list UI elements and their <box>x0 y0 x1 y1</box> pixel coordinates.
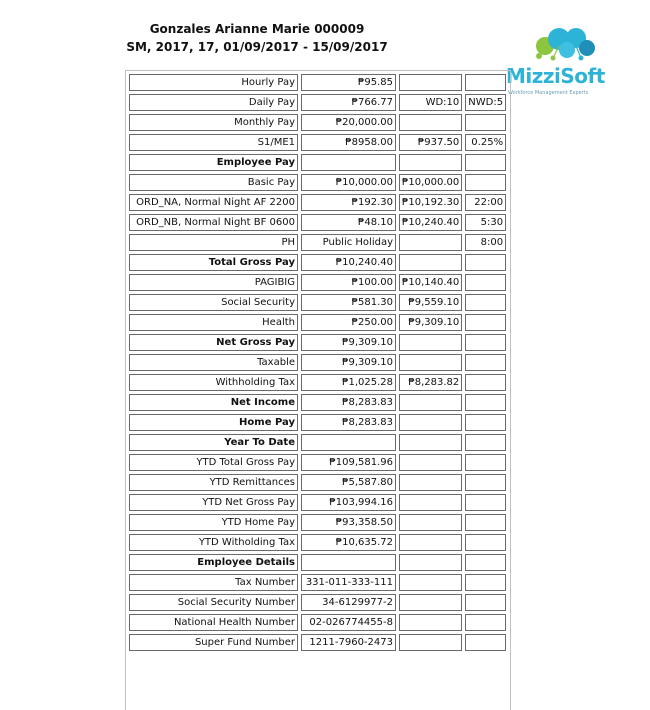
table-cell-c1: YTD Total Gross Pay <box>129 454 298 471</box>
table-cell-c3 <box>399 254 462 271</box>
table-cell-c2: ₱250.00 <box>301 314 396 331</box>
table-cell-c3 <box>399 334 462 351</box>
table-cell-c4 <box>465 254 506 271</box>
table-cell-c3 <box>399 574 462 591</box>
table-cell-c1: Basic Pay <box>129 174 298 191</box>
table-row <box>129 614 506 631</box>
table-cell-c2: ₱581.30 <box>301 294 396 311</box>
table-cell-c3: ₱9,309.10 <box>399 314 462 331</box>
table-cell-c4 <box>465 174 506 191</box>
table-cell-c1: Hourly Pay <box>129 74 298 91</box>
table-cell-c3 <box>399 494 462 511</box>
table-cell-c4 <box>465 514 506 531</box>
table-cell-c1: Daily Pay <box>129 94 298 111</box>
table-cell-c4 <box>465 594 506 611</box>
table-cell-c4 <box>465 614 506 631</box>
table-row <box>129 474 506 491</box>
table-cell-c1: YTD Witholding Tax <box>129 534 298 551</box>
table-cell-c4: 5:30 <box>465 214 506 231</box>
table-cell-c1: ORD_NA, Normal Night AF 2200 <box>129 194 298 211</box>
table-cell-c3 <box>399 634 462 651</box>
table-cell-c2: ₱100.00 <box>301 274 396 291</box>
employee-name-line: Gonzales Arianne Marie 000009 <box>149 22 365 36</box>
table-cell-c3: ₱10,000.00 <box>399 174 462 191</box>
table-cell-c2: ₱93,358.50 <box>301 514 396 531</box>
table-cell-c2: ₱109,581.96 <box>301 454 396 471</box>
table-cell-c4: 22:00 <box>465 194 506 211</box>
table-cell-c4: NWD:5 <box>465 94 506 111</box>
table-cell-c1: Social Security <box>129 294 298 311</box>
table-cell-c3 <box>399 354 462 371</box>
table-row <box>129 194 506 211</box>
table-cell-c4 <box>465 414 506 431</box>
payslip-table-container <box>125 70 511 710</box>
table-row <box>129 114 506 131</box>
table-cell-c4 <box>465 434 506 451</box>
table-row <box>129 334 506 351</box>
table-cell-c4 <box>465 534 506 551</box>
logo-wordmark: MizziSoft <box>506 64 605 88</box>
mizzisoft-logo <box>506 26 626 102</box>
table-cell-c2: ₱1,025.28 <box>301 374 396 391</box>
table-cell-c2: ₱20,000.00 <box>301 114 396 131</box>
table-cell-c2 <box>301 434 396 451</box>
table-cell-c1: YTD Remittances <box>129 474 298 491</box>
table-cell-c3 <box>399 454 462 471</box>
table-cell-c4: 8:00 <box>465 234 506 251</box>
table-cell-c1: Employee Pay <box>129 154 298 171</box>
table-cell-c3 <box>399 534 462 551</box>
table-cell-c2 <box>301 554 396 571</box>
table-cell-c4 <box>465 574 506 591</box>
cloud-network-icon <box>531 26 597 62</box>
table-cell-c2: 34-6129977-2 <box>301 594 396 611</box>
table-cell-c1: PH <box>129 234 298 251</box>
table-cell-c1: Health <box>129 314 298 331</box>
table-row <box>129 134 506 151</box>
table-row <box>129 574 506 591</box>
table-cell-c4 <box>465 294 506 311</box>
table-row <box>129 74 506 91</box>
table-cell-c3: ₱8,283.82 <box>399 374 462 391</box>
table-cell-c3 <box>399 234 462 251</box>
table-cell-c3: ₱10,192.30 <box>399 194 462 211</box>
table-cell-c3 <box>399 414 462 431</box>
table-cell-c2: ₱192.30 <box>301 194 396 211</box>
table-row <box>129 314 506 331</box>
table-row <box>129 174 506 191</box>
table-row <box>129 254 506 271</box>
table-row <box>129 94 506 111</box>
table-row <box>129 274 506 291</box>
table-cell-c2: ₱766.77 <box>301 94 396 111</box>
table-cell-c3: ₱10,140.40 <box>399 274 462 291</box>
table-cell-c3 <box>399 474 462 491</box>
table-row <box>129 294 506 311</box>
table-cell-c1: Net Income <box>129 394 298 411</box>
table-cell-c4 <box>465 74 506 91</box>
table-cell-c4 <box>465 554 506 571</box>
payslip-table <box>126 71 509 654</box>
table-row <box>129 634 506 651</box>
table-cell-c2: ₱10,635.72 <box>301 534 396 551</box>
table-cell-c1: Social Security Number <box>129 594 298 611</box>
table-cell-c4 <box>465 114 506 131</box>
table-cell-c2: ₱9,309.10 <box>301 354 396 371</box>
table-cell-c3 <box>399 614 462 631</box>
table-cell-c2: ₱8958.00 <box>301 134 396 151</box>
table-cell-c2: ₱10,240.40 <box>301 254 396 271</box>
table-cell-c3 <box>399 154 462 171</box>
table-cell-c3 <box>399 114 462 131</box>
table-cell-c2: ₱48.10 <box>301 214 396 231</box>
table-row <box>129 374 506 391</box>
table-row <box>129 434 506 451</box>
table-cell-c1: Taxable <box>129 354 298 371</box>
table-cell-c2: 02-026774455-8 <box>301 614 396 631</box>
table-cell-c2: ₱9,309.10 <box>301 334 396 351</box>
table-row <box>129 214 506 231</box>
table-cell-c4 <box>465 334 506 351</box>
table-row <box>129 594 506 611</box>
table-cell-c2: ₱103,994.16 <box>301 494 396 511</box>
table-cell-c2: ₱95.85 <box>301 74 396 91</box>
table-row <box>129 554 506 571</box>
table-cell-c2: ₱10,000.00 <box>301 174 396 191</box>
table-cell-c4 <box>465 374 506 391</box>
table-cell-c3 <box>399 394 462 411</box>
table-cell-c4 <box>465 314 506 331</box>
table-cell-c1: YTD Home Pay <box>129 514 298 531</box>
table-cell-c2: 331-011-333-111 <box>301 574 396 591</box>
table-cell-c3 <box>399 514 462 531</box>
table-cell-c1: PAGIBIG <box>129 274 298 291</box>
table-cell-c1: Tax Number <box>129 574 298 591</box>
table-cell-c4 <box>465 354 506 371</box>
table-cell-c3: ₱9,559.10 <box>399 294 462 311</box>
table-cell-c1: YTD Net Gross Pay <box>129 494 298 511</box>
table-row <box>129 154 506 171</box>
table-cell-c3 <box>399 434 462 451</box>
table-cell-c1: Withholding Tax <box>129 374 298 391</box>
table-cell-c2: ₱5,587.80 <box>301 474 396 491</box>
table-row <box>129 534 506 551</box>
table-cell-c3: WD:10 <box>399 94 462 111</box>
table-cell-c1: Home Pay <box>129 414 298 431</box>
table-row <box>129 394 506 411</box>
logo-tagline: Workforce Management Experts <box>508 90 589 96</box>
table-cell-c1: ORD_NB, Normal Night BF 0600 <box>129 214 298 231</box>
payslip-header <box>112 20 402 56</box>
table-cell-c4 <box>465 154 506 171</box>
table-cell-c1: Employee Details <box>129 554 298 571</box>
table-row <box>129 494 506 511</box>
table-cell-c3 <box>399 74 462 91</box>
table-row <box>129 514 506 531</box>
table-cell-c4 <box>465 454 506 471</box>
table-cell-c1: Super Fund Number <box>129 634 298 651</box>
table-cell-c2: ₱8,283.83 <box>301 414 396 431</box>
table-row <box>129 414 506 431</box>
table-cell-c4 <box>465 394 506 411</box>
table-cell-c4: 0.25% <box>465 134 506 151</box>
table-cell-c1: Total Gross Pay <box>129 254 298 271</box>
table-cell-c4 <box>465 274 506 291</box>
table-cell-c3: ₱937.50 <box>399 134 462 151</box>
table-cell-c2: Public Holiday <box>301 234 396 251</box>
table-cell-c1: Net Gross Pay <box>129 334 298 351</box>
pay-period-line: SM, 2017, 17, 01/09/2017 - 15/09/2017 <box>126 40 388 54</box>
table-cell-c1: National Health Number <box>129 614 298 631</box>
table-row <box>129 354 506 371</box>
table-cell-c3 <box>399 554 462 571</box>
table-cell-c3: ₱10,240.40 <box>399 214 462 231</box>
table-cell-c2 <box>301 154 396 171</box>
table-cell-c4 <box>465 634 506 651</box>
table-cell-c3 <box>399 594 462 611</box>
table-cell-c2: 1211-7960-2473 <box>301 634 396 651</box>
table-cell-c1: Monthly Pay <box>129 114 298 131</box>
table-row <box>129 234 506 251</box>
table-cell-c2: ₱8,283.83 <box>301 394 396 411</box>
table-row <box>129 454 506 471</box>
table-cell-c1: S1/ME1 <box>129 134 298 151</box>
table-cell-c4 <box>465 474 506 491</box>
table-cell-c4 <box>465 494 506 511</box>
table-cell-c1: Year To Date <box>129 434 298 451</box>
